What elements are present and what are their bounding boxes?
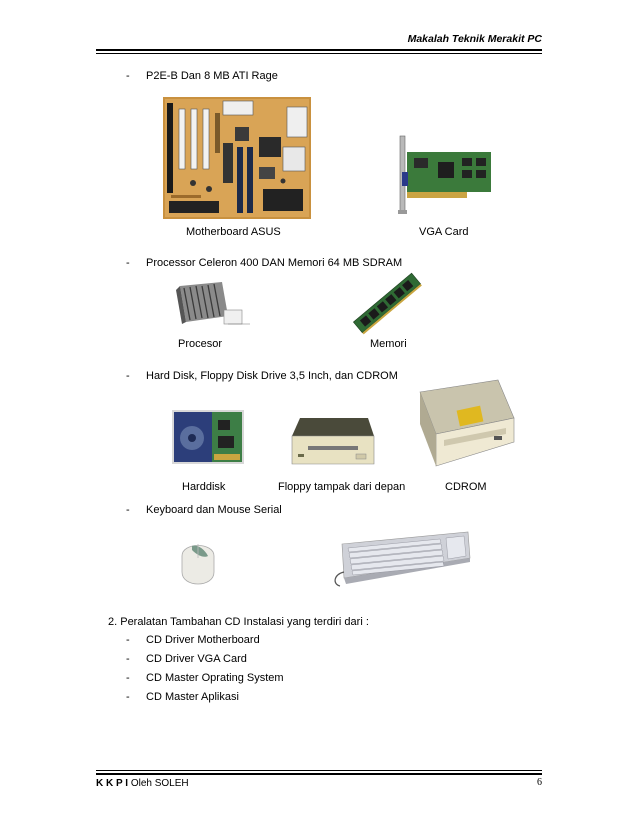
header-rule-thin — [96, 53, 542, 54]
item-motherboard-vga: P2E-B Dan 8 MB ATI Rage — [146, 70, 278, 82]
bullet-dash: - — [126, 653, 130, 665]
mouse-image — [178, 536, 218, 588]
bullet-dash: - — [126, 70, 130, 82]
bullet-dash: - — [126, 504, 130, 516]
floppy-drive-image — [286, 416, 376, 468]
caption-floppy: Floppy tampak dari depan — [278, 481, 406, 493]
list-item: CD Driver VGA Card — [146, 653, 247, 665]
footer-rule — [96, 773, 542, 775]
footer-org: K K P I — [96, 778, 129, 789]
footer-rule-thin — [96, 770, 542, 771]
section2-heading: 2. Peralatan Tambahan CD Instalasi yang terdiri dari : — [108, 616, 369, 628]
header-rule — [96, 49, 542, 51]
caption-harddisk: Harddisk — [182, 481, 226, 493]
caption-processor: Procesor — [178, 338, 223, 350]
motherboard-image — [163, 97, 311, 219]
bullet-dash: - — [126, 691, 130, 703]
caption-cdrom: CDROM — [445, 481, 487, 493]
bullet-dash: - — [126, 257, 130, 269]
memory-image — [355, 272, 419, 334]
page-number: 6 — [537, 777, 542, 788]
bullet-dash: - — [126, 634, 130, 646]
list-item: CD Master Oprating System — [146, 672, 284, 684]
bullet-dash: - — [126, 672, 130, 684]
vga-card-image — [398, 136, 492, 220]
harddisk-image — [172, 410, 244, 464]
footer-credit — [96, 778, 189, 789]
header-title: Makalah Teknik Merakit PC — [407, 33, 542, 45]
list-item: CD Master Aplikasi — [146, 691, 239, 703]
caption-memory: Memori — [370, 338, 407, 350]
bullet-dash: - — [126, 370, 130, 382]
item-storage-drives: Hard Disk, Floppy Disk Drive 3,5 Inch, dan CDROM — [146, 370, 398, 382]
keyboard-image — [330, 532, 472, 588]
caption-vga-card: VGA Card — [419, 226, 469, 238]
processor-image — [176, 280, 252, 330]
list-item: CD Driver Motherboard — [146, 634, 260, 646]
footer-author: Oleh SOLEH — [130, 778, 189, 789]
item-keyboard-mouse: Keyboard dan Mouse Serial — [146, 504, 282, 516]
cdrom-image — [414, 378, 516, 470]
caption-motherboard: Motherboard ASUS — [186, 226, 281, 238]
item-processor-memory: Processor Celeron 400 DAN Memori 64 MB SDRAM — [146, 257, 403, 269]
